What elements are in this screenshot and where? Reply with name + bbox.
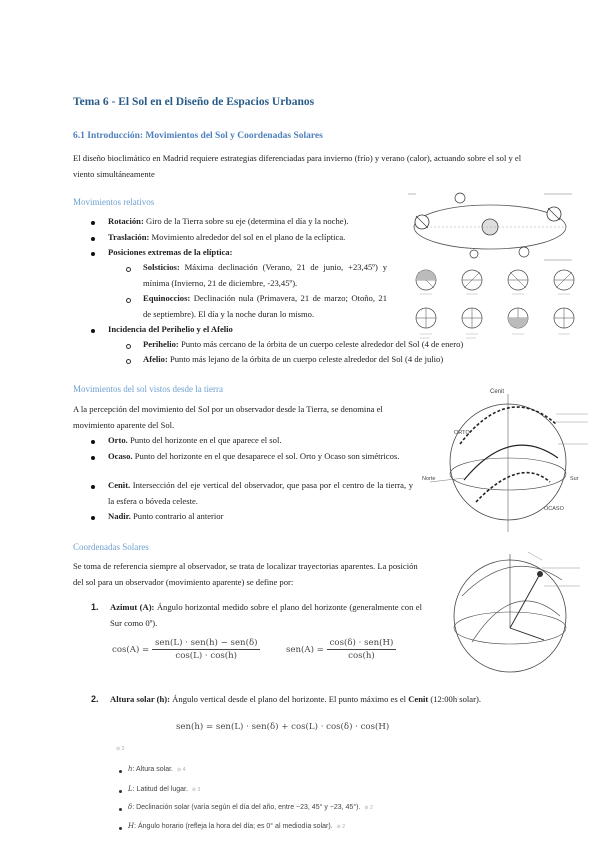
list-item-traslacion: Traslación: Movimiento alrededor del sol en el plano de la eclíptica. — [108, 232, 346, 242]
sub-bullet — [126, 344, 131, 349]
bullet — [119, 808, 122, 811]
bullet — [91, 221, 95, 225]
label-norte: Norte — [422, 476, 436, 482]
list-item-equinoccios: Equinoccios: Declinación nula (Primavera, 21 de marzo; Otoño, 21 de septiembre). El día y la noche duran lo mismo. — [143, 293, 387, 319]
bullet — [91, 237, 95, 241]
label-sur: Sur — [570, 476, 579, 482]
legend-delta: δ: Declinación solar (varía según el día del año, entre −23, 45° y −23, 45°). ⊘ 2 — [128, 803, 373, 811]
sub-bullet — [126, 298, 131, 303]
bullet — [91, 516, 95, 520]
list-item-azimut: Azimut (A): Ángulo horizontal medido sobre el plano del horizonte (generalmente con el Sur como 0º). — [110, 602, 422, 629]
label-cenit: Cenit — [490, 389, 505, 395]
intro-paragraph: El diseño bioclimático en Madrid requiere estrategias diferenciadas para invierno (frío) y verano (calor), actuando sobre el sol y el viento simultáneamente — [73, 153, 522, 180]
bullet — [91, 329, 95, 333]
page-title: Tema 6 - El Sol en el Diseño de Espacios Urbanos — [73, 96, 315, 108]
formula-tag: ⊘ 2 — [116, 746, 125, 752]
bullet — [91, 440, 95, 444]
tierra-intro: A la percepción del movimiento del Sol por un observador desde la Tierra, se denomina el movimiento aparente del Sol. — [73, 404, 383, 431]
formula-altura-solar: sen(h) = sen(L) · sen(δ) + cos(L) · cos(δ) · cos(H) — [176, 722, 390, 732]
bullet — [91, 485, 95, 489]
legend-h: h: Altura solar. ⊘ 4 — [128, 765, 186, 773]
coordenadas-intro: Se toma de referencia siempre al observador, se trata de localizar trayectorias aparentes. La posición del sol para un observador (movimiento aparente) se define por: — [73, 561, 418, 588]
bullet — [91, 456, 95, 460]
bullet — [91, 252, 95, 256]
list-number: 1. — [91, 602, 99, 612]
formula-cos-azimut: cos(A) = $\frac{\text{sen(L) · sen(h) − sen(δ)}}{\cos(L) \cdot \cos(h)}$ — [112, 638, 260, 661]
list-item-cenit: Cenit. Intersección del eje vertical del observador, que pasa por el centro de la tierra, y la esfera o bóveda celeste. — [108, 480, 413, 506]
bullet — [119, 827, 122, 830]
list-item-nadir: Nadir. Punto contrario al anterior — [108, 511, 224, 521]
list-item-orto: Orto. Punto del horizonte en el que aparece el sol. — [108, 435, 282, 445]
list-item-solsticios: Solsticios: Máxima declinación (Verano, 21 de junio, +23,45º) y mínima (Invierno, 21 de diciembre, -23,45º). — [143, 262, 387, 288]
list-item-posiciones: Posiciones extremas de la elíptica: — [108, 247, 233, 257]
list-number: 2. — [91, 694, 99, 704]
legend-l: L: Latitud del lugar. ⊘ 3 — [128, 785, 201, 793]
list-item-rotacion: Rotación: Giro de la Tierra sobre su eje (determina el día y la noche). — [108, 216, 349, 226]
seasons-globes-diagram — [384, 266, 584, 356]
formula-sen-azimut: sen(A) = $\frac{\text{cos(δ) · sen(H)}}{\cos(h)}$ — [286, 638, 396, 661]
label-ocaso: OCASO — [544, 506, 564, 512]
sub-bullet — [126, 359, 131, 364]
label-orto: ORTO — [454, 430, 470, 436]
heading-movimientos-relativos: Movimientos relativos — [73, 197, 155, 207]
azimuth-sphere-diagram — [432, 546, 582, 686]
celestial-sphere-diagram — [420, 384, 590, 534]
heading-movimientos-tierra: Movimientos del sol vistos desde la tierra — [73, 384, 223, 394]
list-item-ocaso: Ocaso. Punto del horizonte en el que desaparece el sol. Orto y Ocaso son simétricos. — [108, 451, 400, 461]
sub-bullet — [126, 267, 131, 272]
heading-coordenadas: Coordenadas Solares — [73, 542, 149, 552]
list-item-perihelio: Perihelio: Punto más cercano de la órbita de un cuerpo celeste alrededor del Sol (4 de enero) — [143, 339, 464, 349]
list-item-altura: Altura solar (h): Ángulo vertical desde el plano del horizonte. El punto máximo es el Cenit (12:00h solar). — [110, 694, 481, 704]
list-item-afelio: Afelio: Punto más lejano de la órbita de un cuerpo celeste alrededor del Sol (4 de julio) — [143, 354, 444, 364]
earth-orbit-diagram — [404, 186, 576, 268]
section-heading: 6.1 Introducción: Movimientos del Sol y Coordenadas Solares — [73, 131, 323, 141]
bullet — [119, 770, 122, 773]
legend-hour-angle: H: Ángulo horario (refleja la hora del día; es 0° al mediodía solar). ⊘ 2 — [128, 822, 345, 830]
bullet — [119, 790, 122, 793]
list-item-incidencia: Incidencia del Perihelio y el Afelio — [108, 324, 233, 334]
